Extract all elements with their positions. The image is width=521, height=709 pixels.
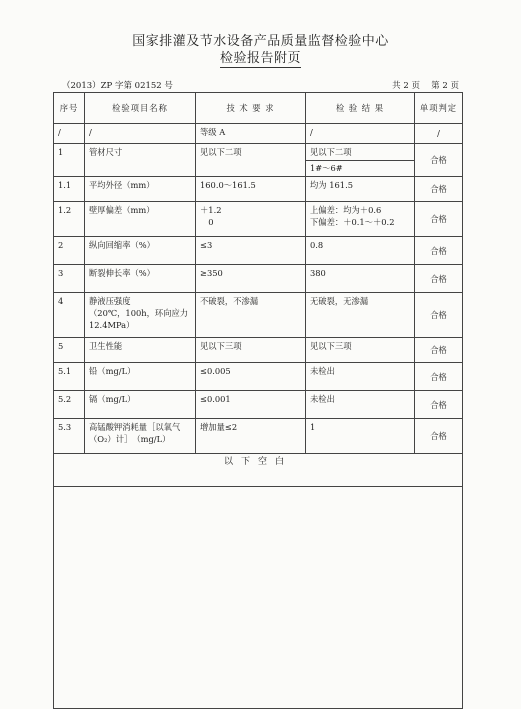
cell-verdict [415,124,463,144]
report-number: （2013）ZP 字第 02152 号 [62,81,173,91]
cell-result-text: 1 [310,422,316,433]
cell-verdict-text: 合格 [430,214,447,225]
cell-verdict-text: 合格 [430,155,447,165]
cell-verdict-text: 合格 [430,399,447,410]
cell-item [85,202,196,237]
cell-result [306,363,415,391]
table-row [54,177,463,202]
cell-item-text: 纵向回缩率（%） [89,240,155,251]
cell-no [54,391,85,419]
cell-result-text: 均为 161.5 [310,180,353,191]
faint-stamp-mark [505,385,515,425]
table-row [54,419,463,454]
cell-result [306,265,415,293]
cell-result-text: 未检出 [310,366,335,377]
cell-item [85,293,196,338]
cell-item [85,124,196,144]
cell-item [85,391,196,419]
cell-no-text: 1 [58,147,64,157]
cell-no-text: / [58,127,61,137]
cell-result-text: 无破裂，无渗漏 [310,296,369,307]
cell-result [306,144,415,177]
header-requirement: 技 术 要 求 [196,93,306,124]
cell-no [54,202,85,237]
header-no: 序号 [54,93,85,124]
cell-verdict-text: 合格 [430,371,447,382]
table-row [54,363,463,391]
cell-requirement [196,419,306,454]
cell-item-text: 镉（mg/L） [89,394,136,405]
cell-result-text: 上偏差：均为＋0.6 下偏差：＋0.1～＋0.2 [310,205,395,228]
cell-requirement [196,124,306,144]
cell-item-text: 管材尺寸 [89,147,123,157]
cell-verdict-text: 合格 [430,245,447,256]
empty-area-row [54,487,463,709]
table-row [54,293,463,338]
cell-verdict-text: 合格 [430,431,447,442]
cell-no [54,363,85,391]
cell-verdict [415,363,463,391]
cell-item-text: 断裂伸长率（%） [89,268,155,279]
cell-verdict-text: / [437,128,440,139]
cell-requirement-text: ≤0.001 [200,394,231,405]
cell-requirement-text: ≤3 [200,240,213,251]
cell-verdict-text: 合格 [430,273,447,284]
cell-requirement-text: 增加量≤2 [200,422,238,433]
cell-result-text: 未检出 [310,394,335,405]
cell-item [85,265,196,293]
cell-no [54,124,85,144]
cell-no-text: 1.2 [58,205,72,216]
cell-requirement-text: ≥350 [200,268,223,279]
cell-requirement-text: 见以下三项 [200,341,242,352]
cell-no [54,237,85,265]
cell-requirement [196,391,306,419]
cell-verdict [415,177,463,202]
header-verdict: 单项判定 [415,93,463,124]
cell-result-sub: 1#～6# [306,160,414,174]
cell-item-text: 静液压强度 （20℃，100h，环向应力 12.4MPa） [89,296,189,331]
cell-item-text: 铅（mg/L） [89,366,136,377]
cell-requirement-text: 见以下二项 [200,147,242,157]
cell-no-text: 5.2 [58,394,72,405]
cell-item-text: 高锰酸钾消耗量［以氧气 （O₂）计］ （mg/L） [89,422,181,445]
cell-requirement [196,237,306,265]
table-row [54,237,463,265]
cell-requirement [196,177,306,202]
cell-item [85,177,196,202]
cell-requirement [196,363,306,391]
cell-result [306,237,415,265]
cell-requirement-text: ＋1.2 0 [200,205,222,228]
cell-no [54,177,85,202]
blank-notice: 以下空白 [54,454,463,487]
subtitle-text: 检验报告附页 [219,51,301,66]
cell-item-text: 卫生性能 [89,341,123,352]
cell-result [306,293,415,338]
cell-item-text: 壁厚偏差（mm） [89,205,155,216]
cell-no [54,293,85,338]
cell-verdict [415,237,463,265]
cell-no-text: 5.1 [58,366,72,377]
document-subtitle [0,47,521,66]
cell-no-text: 5 [58,341,64,352]
cell-requirement [196,265,306,293]
cell-item [85,419,196,454]
empty-area [54,487,463,709]
cell-no-text: 2 [58,240,64,251]
cell-result [306,202,415,237]
cell-item [85,237,196,265]
document-title: 国家排灌及节水设备产品质量监督检验中心 [132,34,389,49]
cell-item [85,338,196,363]
cell-verdict [415,265,463,293]
cell-requirement-text: 不破裂，不渗漏 [200,296,259,307]
cell-verdict [415,338,463,363]
footer-row [54,454,463,487]
cell-no [54,338,85,363]
cell-no-text: 4 [58,296,64,307]
table-row [54,265,463,293]
cell-result-text: 见以下二项 [310,147,352,157]
table-row [54,338,463,363]
cell-no [54,419,85,454]
cell-result-text: 0.8 [310,240,324,251]
cell-result-text: 见以下三项 [310,341,352,352]
cell-no-text: 1.1 [58,180,72,191]
cell-result [306,419,415,454]
cell-no-text: 5.3 [58,422,72,433]
cell-verdict-text: 合格 [430,184,447,195]
cell-item-text: 平均外径（mm） [89,180,155,191]
cell-result [306,124,415,144]
cell-result [306,338,415,363]
table-row [54,144,463,177]
cell-verdict-text: 合格 [430,345,447,356]
table-header-row [54,93,463,124]
cell-verdict [415,293,463,338]
table-row [54,391,463,419]
cell-no [54,265,85,293]
cell-verdict [415,144,463,177]
cell-result-text: 380 [310,268,326,279]
cell-requirement [196,338,306,363]
cell-requirement-text: 等级 A [200,127,226,137]
cell-item [85,363,196,391]
cell-verdict-text: 合格 [430,310,447,321]
cell-item-text: / [89,127,92,137]
cell-result [306,177,415,202]
cell-requirement [196,202,306,237]
header-result: 检 验 结 果 [306,93,415,124]
table-row [54,124,463,144]
cell-no-text: 3 [58,268,64,279]
cell-result [306,391,415,419]
cell-verdict [415,419,463,454]
cell-requirement [196,144,306,177]
results-table [53,92,463,709]
cell-result-text: / [310,127,313,137]
cell-requirement-text: ≤0.005 [200,366,231,377]
header-item: 检验项目名称 [85,93,196,124]
cell-requirement [196,293,306,338]
cell-no [54,144,85,177]
page-info: 共 2 页 第 2 页 [392,81,459,91]
cell-item [85,144,196,177]
cell-verdict [415,202,463,237]
cell-requirement-text: 160.0～161.5 [200,180,256,191]
table-row [54,202,463,237]
cell-verdict [415,391,463,419]
